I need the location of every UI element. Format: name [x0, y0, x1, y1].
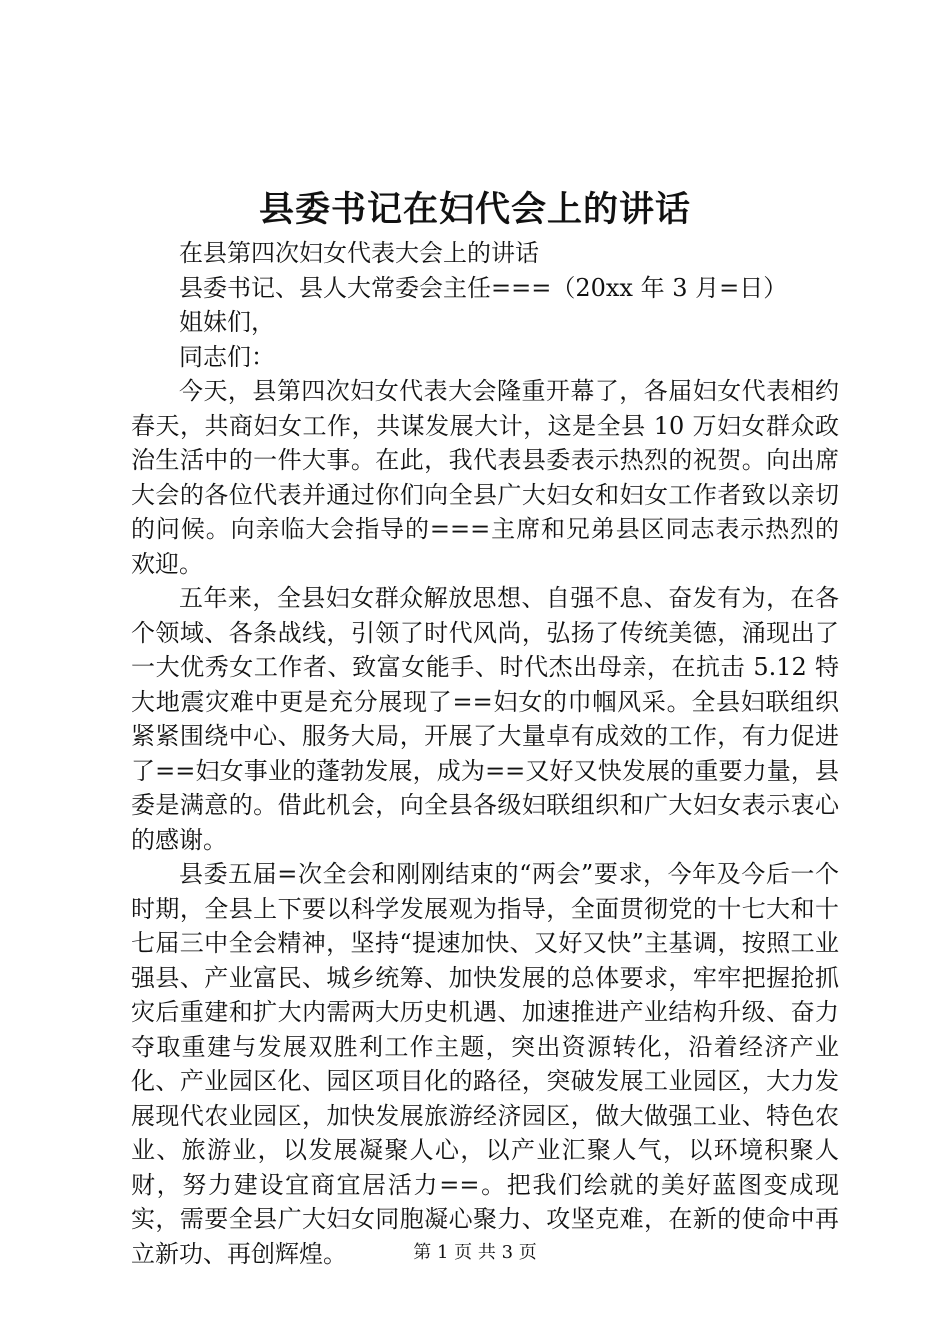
document-body: [131, 236, 839, 1271]
speech-subtitle: 在县第四次妇女代表大会上的讲话: [179, 239, 539, 267]
page-footer: 第 1 页 共 3 页: [413, 1242, 537, 1263]
paragraph-3: 县委五届=次全会和刚刚结束的“两会”要求，今年及今后一个时期，全县上下要以科学发展观为指导，全面贯彻党的十七大和十七届三中全会精神，坚持“提速加快、又好又快”主基调，按照工业强县、产业富民、城乡统筹、加快发展的总体要求，牢牢把握抢抓灾后重建和扩大内需两大历史机遇、加速推进产业结构升级、奋力夺取重建与发展双胜利工作主题，突出资源转化，沿着经济产业化、产业园区化、园区项目化的路径，突破发展工业园区，大力发展现代农业园区，加快发展旅游经济园区，做大做强工业、特色农业、旅游业，以发展凝聚人心，以产业汇聚人气，以环境积聚人财，努力建设宜商宜居活力==。把我们绘就的美好蓝图变成现实，需要全县广大妇女同胞凝心聚力、攻坚克难，在新的使命中再立新功、再创辉煌。: [131, 860, 839, 1268]
document-title: 县委书记在妇代会上的讲话: [258, 189, 691, 230]
speaker-line: 县委书记、县人大常委会主任===（20xx 年 3 月=日）: [179, 273, 788, 302]
greeting-comrades: 同志们：: [179, 342, 275, 371]
paragraph-2: 五年来，全县妇女群众解放思想、自强不息、奋发有为，在各个领域、各条战线，引领了时代风尚，弘扬了传统美德，涌现出了一大优秀女工作者、致富女能手、时代杰出母亲，在抗击 5.12 特大地震灾难中更是充分展现了==妇女的巾帼风采。全县妇联组织紧紧围绕中心、服务大局，开展了大量卓有成效的工作，有力促进了==妇女事业的蓬勃发展，成为==又好又快发展的重要力量，县委是满意的。借此机会，向全县各级妇联组织和广大妇女表示衷心的感谢。: [131, 584, 839, 854]
paragraph-1: 今天，县第四次妇女代表大会隆重开幕了，各届妇女代表相约春天，共商妇女工作，共谋发展大计，这是全县 10 万妇女群众政治生活中的一件大事。在此，我代表县委表示热烈的祝贺。向出席大会的各位代表并通过你们向全县广大妇女和妇女工作者致以亲切的问候。向亲临大会指导的===主席和兄弟县区同志表示热烈的欢迎。: [131, 377, 839, 578]
greeting-sisters: 姐妹们，: [179, 308, 275, 336]
